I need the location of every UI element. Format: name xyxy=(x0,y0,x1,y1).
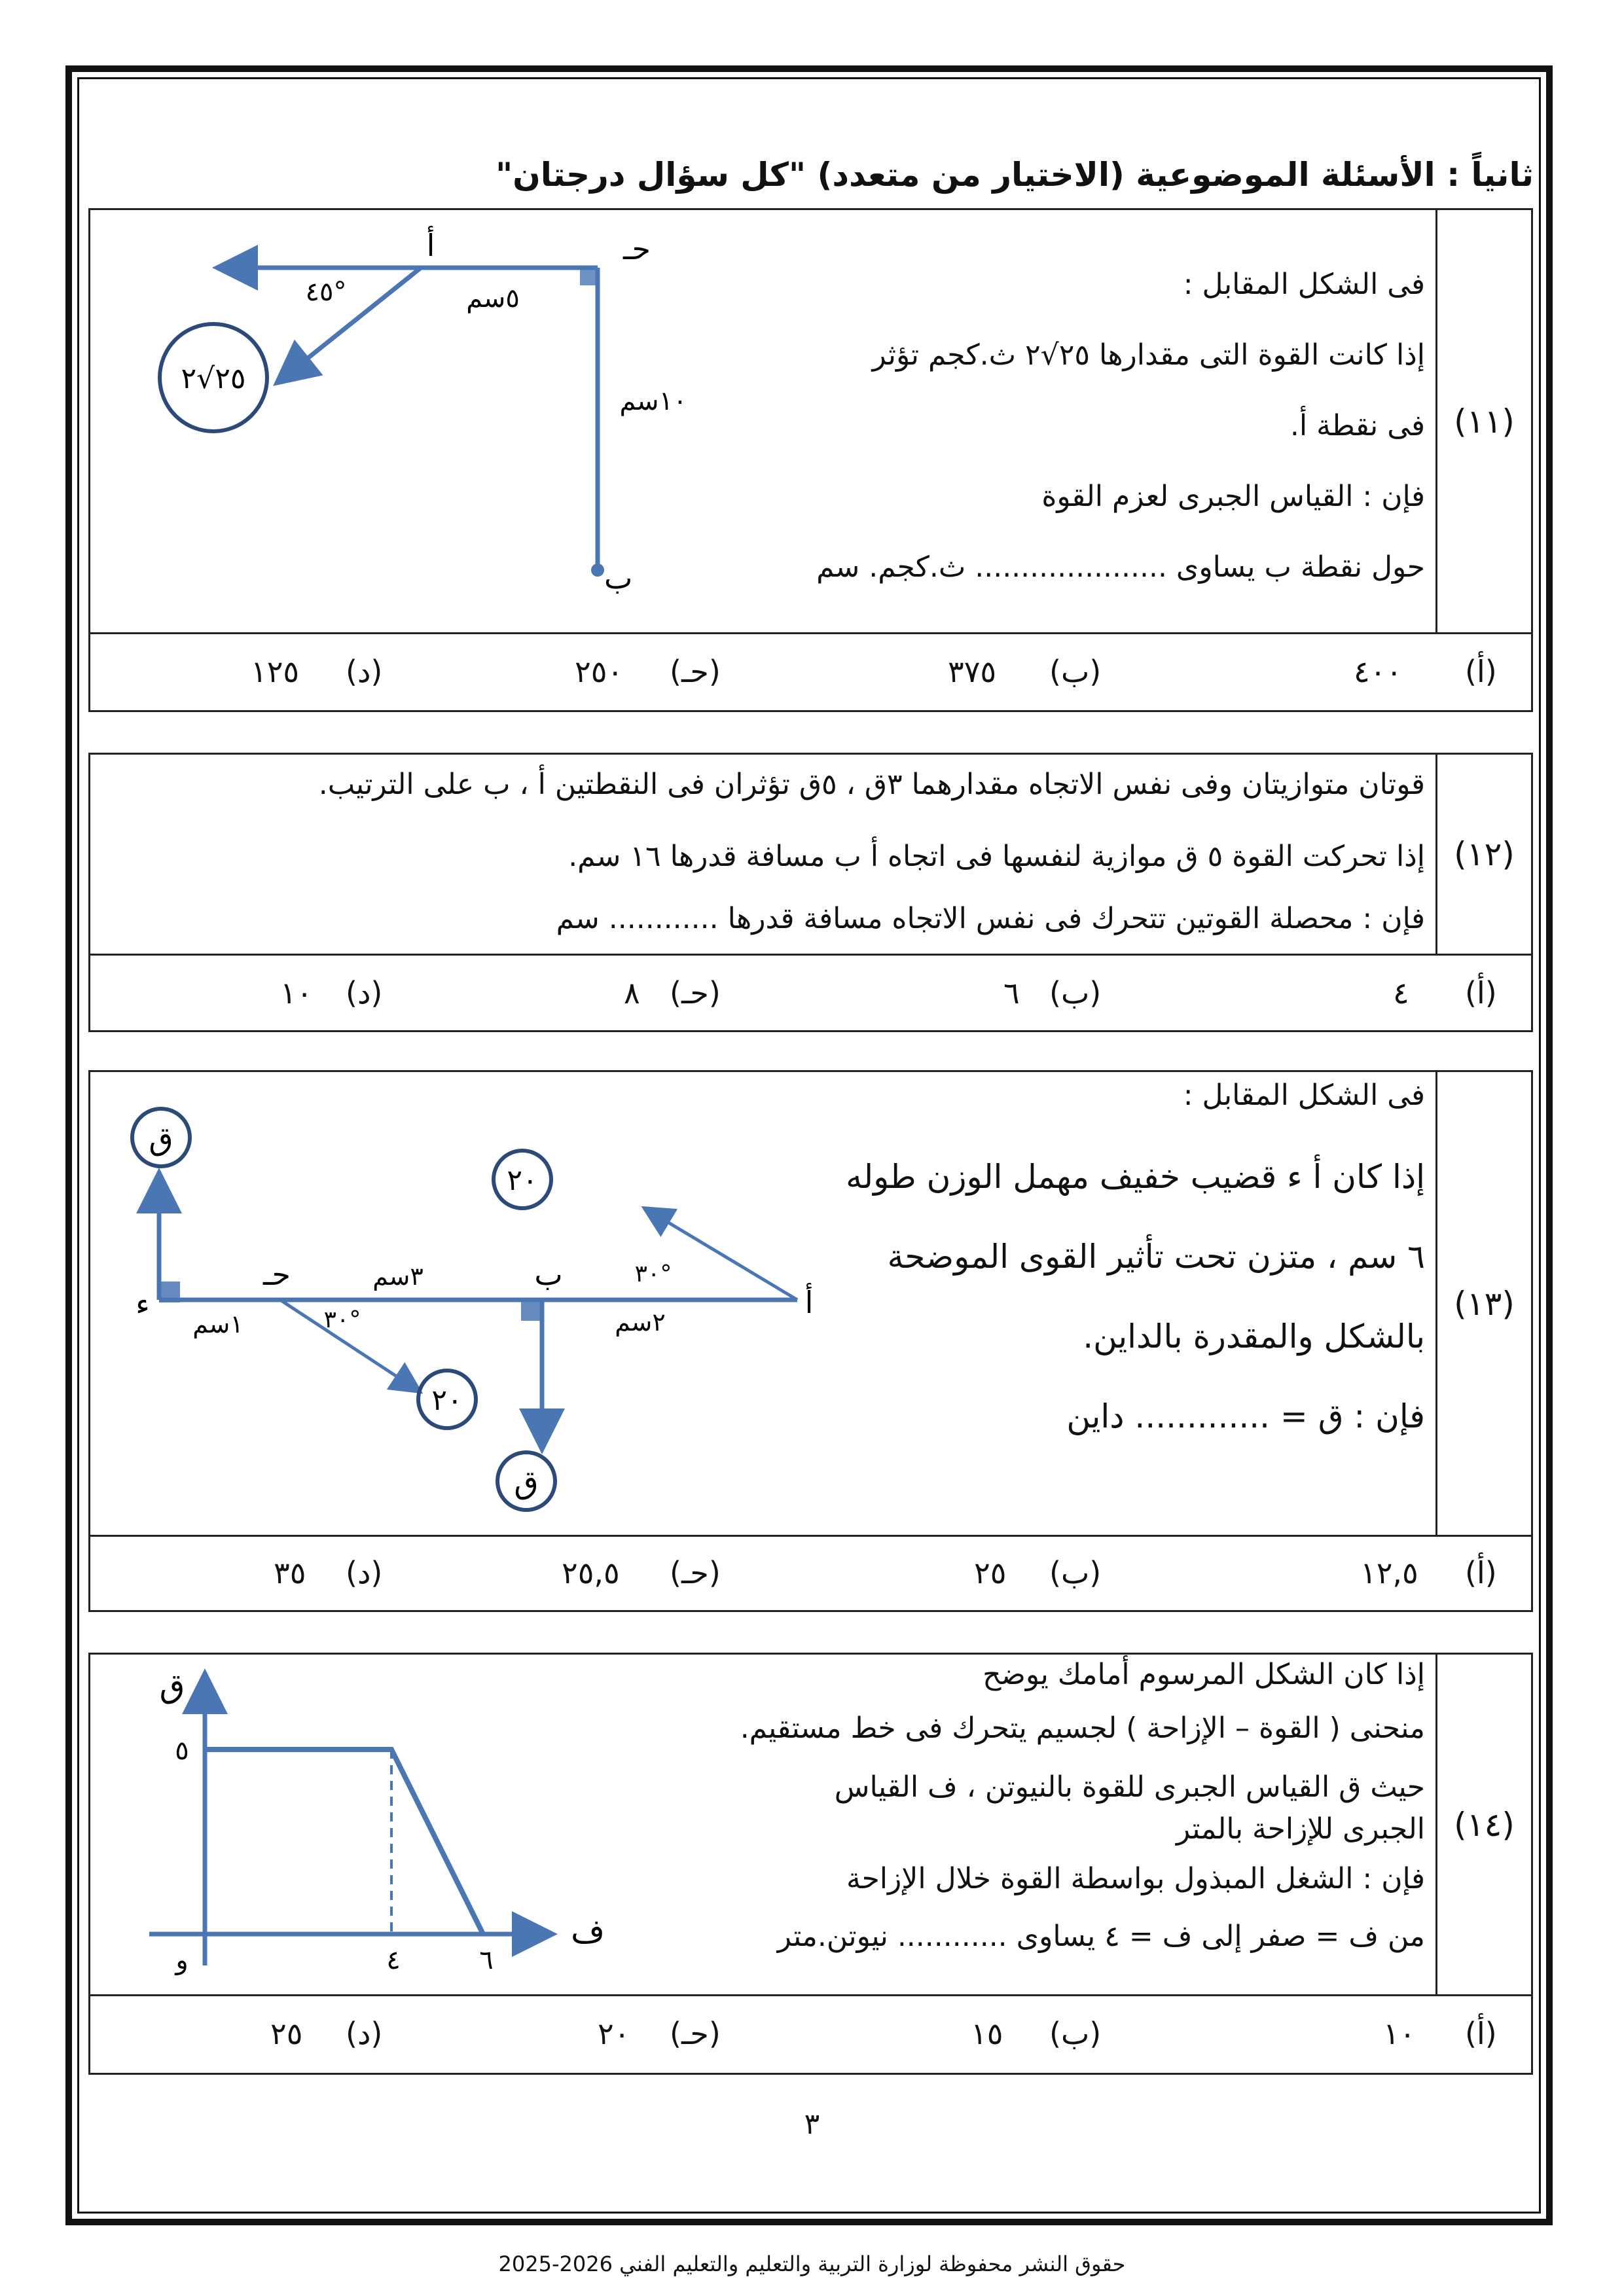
angle-label: ٤٥° xyxy=(305,277,347,307)
option-b-value[interactable]: ١٥ xyxy=(971,2016,1003,2051)
option-b-value[interactable]: ٣٧٥ xyxy=(948,654,997,689)
question-line: حول نقطة ب يساوى ..................... ث.كجم. سم xyxy=(816,550,1425,584)
length-ac-label: ٥سم xyxy=(466,283,520,314)
question-line: فى الشكل المقابل : xyxy=(1183,268,1425,301)
question-line: فإن : الشغل المبذول بواسطة القوة خلال الإزاحة xyxy=(846,1862,1425,1895)
question-13-body xyxy=(90,1072,1531,1537)
length-cb-label: ١٠سم xyxy=(619,386,687,416)
question-line: إذا كان الشكل المرسوم أمامك يوضح xyxy=(983,1658,1425,1691)
question-line: فإن : ق = ............. داين xyxy=(1066,1397,1425,1435)
question-14 xyxy=(88,1653,1533,2075)
question-line: إذا كان ﺃ ء قضيب خفيف مهمل الوزن طوله xyxy=(846,1158,1425,1196)
moment-figure xyxy=(90,210,810,634)
option-a-key[interactable]: (ﺃ) xyxy=(1465,2016,1497,2051)
force-20-label: ٢٠ xyxy=(431,1384,463,1417)
option-d-value[interactable]: ١٠ xyxy=(280,975,313,1011)
option-c-key[interactable]: (حـ) xyxy=(670,1555,721,1590)
force-label: ٢٥√٢ xyxy=(181,362,246,395)
option-c-value[interactable]: ٢٥,٥ xyxy=(562,1555,620,1590)
x-tick-label: ٤ xyxy=(386,1945,401,1975)
length-ab-label: ٢سم xyxy=(615,1308,666,1336)
option-b-key[interactable]: (ب) xyxy=(1049,2016,1102,2051)
question-12-body xyxy=(90,755,1531,956)
option-a-key[interactable]: (ﺃ) xyxy=(1465,654,1497,689)
option-d-value[interactable]: ١٢٥ xyxy=(251,654,300,689)
point-a-label: أ xyxy=(426,228,435,263)
force-20-label: ٢٠ xyxy=(507,1164,538,1197)
option-d-value[interactable]: ٢٥ xyxy=(270,2016,303,2051)
length-bc-label: ٣سم xyxy=(372,1262,424,1291)
copyright-footer: حقوق النشر محفوظة لوزارة التربية والتعليم والتعليم الفني 2026-2025 xyxy=(498,2251,1126,2276)
option-a-value[interactable]: ١٠ xyxy=(1383,2016,1416,2051)
question-line: إذا كانت القوة التى مقدارها ٢٥√٢ ث.كجم تؤثر xyxy=(872,338,1425,372)
x-axis-label: ف xyxy=(571,1912,605,1950)
option-c-key[interactable]: (حـ) xyxy=(670,654,721,689)
point-d-label: ء xyxy=(135,1286,150,1321)
rod-figure xyxy=(90,1072,843,1537)
option-c-value[interactable]: ٢٠ xyxy=(598,2016,630,2051)
question-line: فى الشكل المقابل : xyxy=(1183,1079,1425,1112)
option-b-key[interactable]: (ب) xyxy=(1049,975,1102,1011)
angle-a-label: ٣٠° xyxy=(634,1261,672,1287)
point-c-label: حـ xyxy=(623,231,651,266)
question-11-options xyxy=(90,634,1531,710)
question-number: (١١) xyxy=(1435,210,1531,632)
question-12-options xyxy=(90,956,1531,1032)
option-d-key[interactable]: (د) xyxy=(346,654,383,689)
point-b-label: ب xyxy=(534,1257,563,1292)
option-d-key[interactable]: (د) xyxy=(346,1555,383,1590)
option-c-value[interactable]: ٨ xyxy=(624,975,640,1011)
question-line: بالشكل والمقدرة بالداين. xyxy=(1083,1318,1425,1355)
origin-label: و xyxy=(175,1945,189,1975)
question-line: منحنى ( القوة – الإزاحة ) لجسيم يتحرك فى خط مستقيم. xyxy=(740,1712,1425,1745)
option-b-value[interactable]: ٢٥ xyxy=(974,1555,1007,1590)
force-q-label: ق xyxy=(514,1464,539,1501)
question-line: حيث ق القياس الجبرى للقوة بالنيوتن ، ف القياس xyxy=(834,1770,1425,1804)
force-displacement-graph xyxy=(90,1655,778,1996)
option-a-key[interactable]: (ﺃ) xyxy=(1465,975,1497,1011)
option-b-value[interactable]: ٦ xyxy=(1003,975,1020,1011)
length-cd-label: ١سم xyxy=(192,1310,244,1338)
y-axis-label: ق xyxy=(159,1667,185,1705)
option-d-key[interactable]: (د) xyxy=(346,975,383,1011)
question-line: الجبرى للإزاحة بالمتر xyxy=(1176,1812,1425,1846)
section-heading: ثانياً : الأسئلة الموضوعية (الاختيار من متعدد) "كل سؤال درجتان" xyxy=(496,156,1534,194)
point-c-label: حـ xyxy=(263,1257,291,1292)
option-c-key[interactable]: (حـ) xyxy=(670,975,721,1011)
option-c-value[interactable]: ٢٥٠ xyxy=(575,654,624,689)
option-a-value[interactable]: ٤ xyxy=(1393,975,1409,1011)
option-d-value[interactable]: ٣٥ xyxy=(274,1555,306,1590)
option-b-key[interactable]: (ب) xyxy=(1049,654,1102,689)
question-14-options xyxy=(90,1996,1531,2073)
option-b-key[interactable]: (ب) xyxy=(1049,1555,1102,1590)
question-line: من ف = صفر إلى ف = ٤ يساوى ............ نيوتن.متر xyxy=(777,1920,1425,1953)
question-number: (١٤) xyxy=(1435,1655,1531,1994)
angle-c-label: ٣٠° xyxy=(323,1306,361,1333)
option-a-key[interactable]: (ﺃ) xyxy=(1465,1555,1497,1590)
question-line: إذا تحركت القوة ٥ ق موازية لنفسها فى اتجاه ﺃ ب مسافة قدرها ١٦ سم. xyxy=(568,840,1425,873)
question-line: ٦ سم ، متزن تحت تأثير القوى الموضحة xyxy=(887,1238,1425,1276)
option-a-value[interactable]: ١٢,٥ xyxy=(1360,1555,1418,1590)
question-number: (١٣) xyxy=(1435,1072,1531,1535)
force-q-label: ق xyxy=(149,1121,173,1157)
x-tick-label: ٦ xyxy=(479,1945,494,1975)
question-number: (١٢) xyxy=(1435,755,1531,954)
point-a-label: أ xyxy=(804,1285,814,1320)
question-line: فإن : محصلة القوتين تتحرك فى نفس الاتجاه مسافة قدرها ............ سم xyxy=(556,902,1425,935)
point-b-label: ب xyxy=(604,560,633,596)
question-12 xyxy=(88,753,1533,1032)
question-line: فى نقطة ﺃ. xyxy=(1290,409,1425,442)
option-a-value[interactable]: ٤٠٠ xyxy=(1354,654,1403,689)
question-14-body xyxy=(90,1655,1531,1996)
option-d-key[interactable]: (د) xyxy=(346,2016,383,2051)
option-c-key[interactable]: (حـ) xyxy=(670,2016,721,2051)
question-13 xyxy=(88,1070,1533,1612)
question-11-body xyxy=(90,210,1531,634)
question-11 xyxy=(88,208,1533,712)
question-line: فإن : القياس الجبرى لعزم القوة xyxy=(1041,480,1425,513)
question-13-options xyxy=(90,1537,1531,1610)
question-line: قوتان متوازيتان وفى نفس الاتجاه مقدارهما ٣ق ، ٥ق تؤثران فى النقطتين ﺃ ، ب على الترتيب. xyxy=(318,768,1425,801)
y-tick-label: ٥ xyxy=(175,1736,189,1766)
page-number: ٣ xyxy=(804,2108,820,2141)
